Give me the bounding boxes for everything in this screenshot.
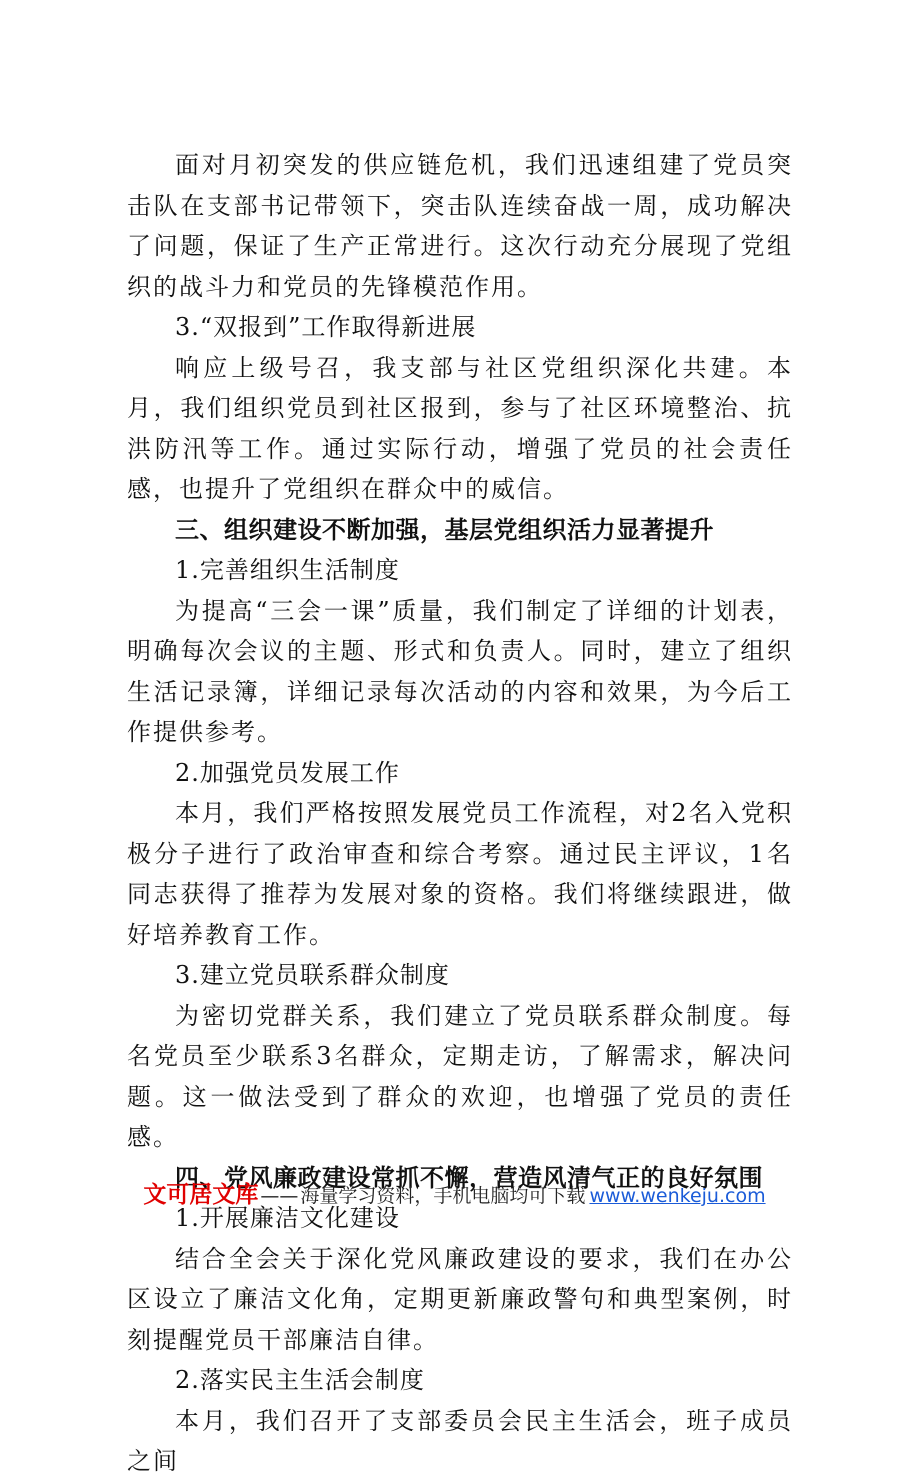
subsection-title: 2.落实民主生活会制度	[175, 1366, 425, 1394]
subsection-title: 1.开展廉洁文化建设	[175, 1204, 400, 1232]
footer-tagline: 海量学习资料，手机电脑均可下载	[300, 1185, 586, 1207]
subsection-title: 1.完善组织生活制度	[175, 556, 400, 584]
subsection-title: 3.“双报到”工作取得新进展	[175, 313, 477, 341]
paragraph: 结合全会关于深化党风廉政建设的要求，我们在办公区设立了廉洁文化角，定期更新廉政警句和典型案例，时刻提醒党员干部廉洁自律。	[127, 1244, 793, 1354]
section-heading: 四、党风廉政建设常抓不懈，营造风清气正的良好氛围	[175, 1163, 763, 1192]
paragraph: 本月，我们召开了支部委员会民主生活会，班子成员之间	[127, 1406, 793, 1475]
paragraph: 本月，我们严格按照发展党员工作流程，对2名入党积极分子进行了政治审查和综合考察。通过民主评议，1名同志获得了推荐为发展对象的资格。我们将继续跟进，做好培养教育工作。	[127, 799, 793, 949]
footer-website-link[interactable]: www.wenkeju.com	[589, 1185, 766, 1207]
subsection-title: 2.加强党员发展工作	[175, 758, 400, 787]
footer-brand: 文可居文库	[143, 1182, 259, 1208]
subsection-title: 3.建立党员联系群众制度	[175, 961, 450, 989]
footer-dash: ——	[260, 1185, 299, 1207]
paragraph: 面对月初突发的供应链危机，我们迅速组建了党员突击队在支部书记带领下，突击队连续奋战一周，成功解决了问题，保证了生产正常进行。这次行动充分展现了党组织的战斗力和党员的先锋模范作用。	[127, 151, 793, 301]
document-body	[127, 145, 793, 1482]
paragraph: 为提高“三会一课”质量，我们制定了详细的计划表，明确每次会议的主题、形式和负责人。同时，建立了组织生活记录簿，详细记录每次活动的内容和效果，为今后工作提供参考。	[127, 596, 793, 746]
section-heading: 三、组织建设不断加强，基层党组织活力显著提升	[175, 515, 714, 544]
paragraph: 为密切党群关系，我们建立了党员联系群众制度。每名党员至少联系3名群众，定期走访，了解需求，解决问题。这一做法受到了群众的欢迎，也增强了党员的责任感。	[127, 1001, 793, 1151]
footer-banner	[0, 1180, 909, 1211]
paragraph: 响应上级号召，我支部与社区党组织深化共建。本月，我们组织党员到社区报到，参与了社区环境整治、抗洪防汛等工作。通过实际行动，增强了党员的社会责任感，也提升了党组织在群众中的威信。	[127, 353, 793, 503]
